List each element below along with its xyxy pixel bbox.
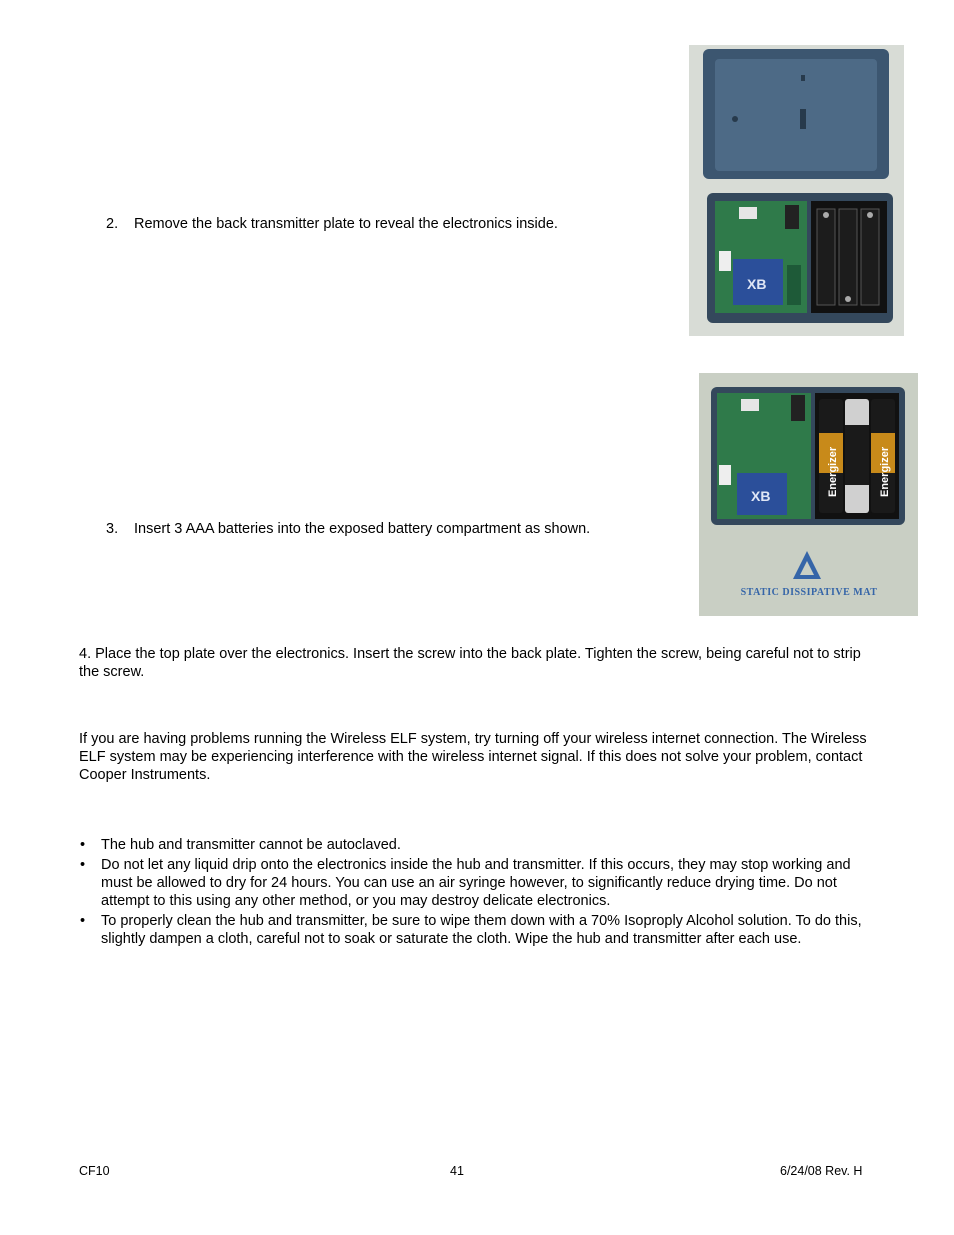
- list-item: • Do not let any liquid drip onto the electronics inside the hub and transmitter. If this occurs, they may stop working and must be allowed to dry for 24 hours. You can use an air syringe however, to significantly reduce drying time. Do not attempt to this using any other method, or you may destroy delicate electronics.: [80, 857, 851, 909]
- footer-revision: 6/24/08 Rev. H: [780, 1164, 863, 1178]
- batteries-inserted-photo: [699, 373, 918, 616]
- footer-doc-code: CF10: [79, 1164, 110, 1178]
- step-2-text: Remove the back transmitter plate to reveal the electronics inside.: [134, 216, 558, 232]
- step-2-number: 2.: [106, 216, 119, 232]
- list-item: • The hub and transmitter cannot be autoclaved.: [80, 837, 401, 853]
- step-2: [106, 215, 558, 233]
- bullet-text: Do not let any liquid drip onto the electronics inside the hub and transmitter. If this occurs, they may stop working and must be allowed to dry for 24 hours. You can use an air syringe however, to significantly reduce drying time. Do not attempt to this using any other method, or you may destroy delicate electronics.: [101, 857, 851, 909]
- svg-text:XB: XB: [747, 276, 767, 292]
- step-3-text: Insert 3 AAA batteries into the exposed battery compartment as shown.: [134, 521, 591, 537]
- battery-brand-left: Energizer: [827, 446, 839, 497]
- bullet-text: To properly clean the hub and transmitter, be sure to wipe them down with a 70% Isoproply Alcohol solution. To do this, slightly dampen a cloth, careful not to soak or saturate the cloth. Wipe the hub and transmitter after each use.: [101, 913, 862, 947]
- step-4-paragraph: 4. Place the top plate over the electronics. Insert the screw into the back plate. Tighten the screw, being careful not to strip the screw.: [79, 646, 861, 680]
- step-3-number: 3.: [106, 521, 119, 537]
- care-bullet-list: [79, 836, 879, 950]
- transmitter-open-photo: [689, 45, 904, 336]
- footer-page-number: 41: [450, 1164, 464, 1178]
- battery-brand-right: Energizer: [879, 446, 891, 497]
- list-item: • To properly clean the hub and transmitter, be sure to wipe them down with a 70% Isoproply Alcohol solution. To do this, slightly dampen a cloth, careful not to soak or saturate the cloth. Wipe the hub and transmitter after each use.: [80, 913, 862, 947]
- svg-text:XB: XB: [751, 488, 771, 504]
- bullet-text: The hub and transmitter cannot be autoclaved.: [101, 837, 401, 853]
- mat-label: STATIC DISSIPATIVE MAT: [740, 587, 878, 598]
- step-3: [106, 520, 590, 538]
- troubleshooting-paragraph: If you are having problems running the Wireless ELF system, try turning off your wireless internet connection. The Wireless ELF system may be experiencing interference with the wireless internet signal. If this does not solve your problem, contact Cooper Instruments.: [79, 731, 867, 783]
